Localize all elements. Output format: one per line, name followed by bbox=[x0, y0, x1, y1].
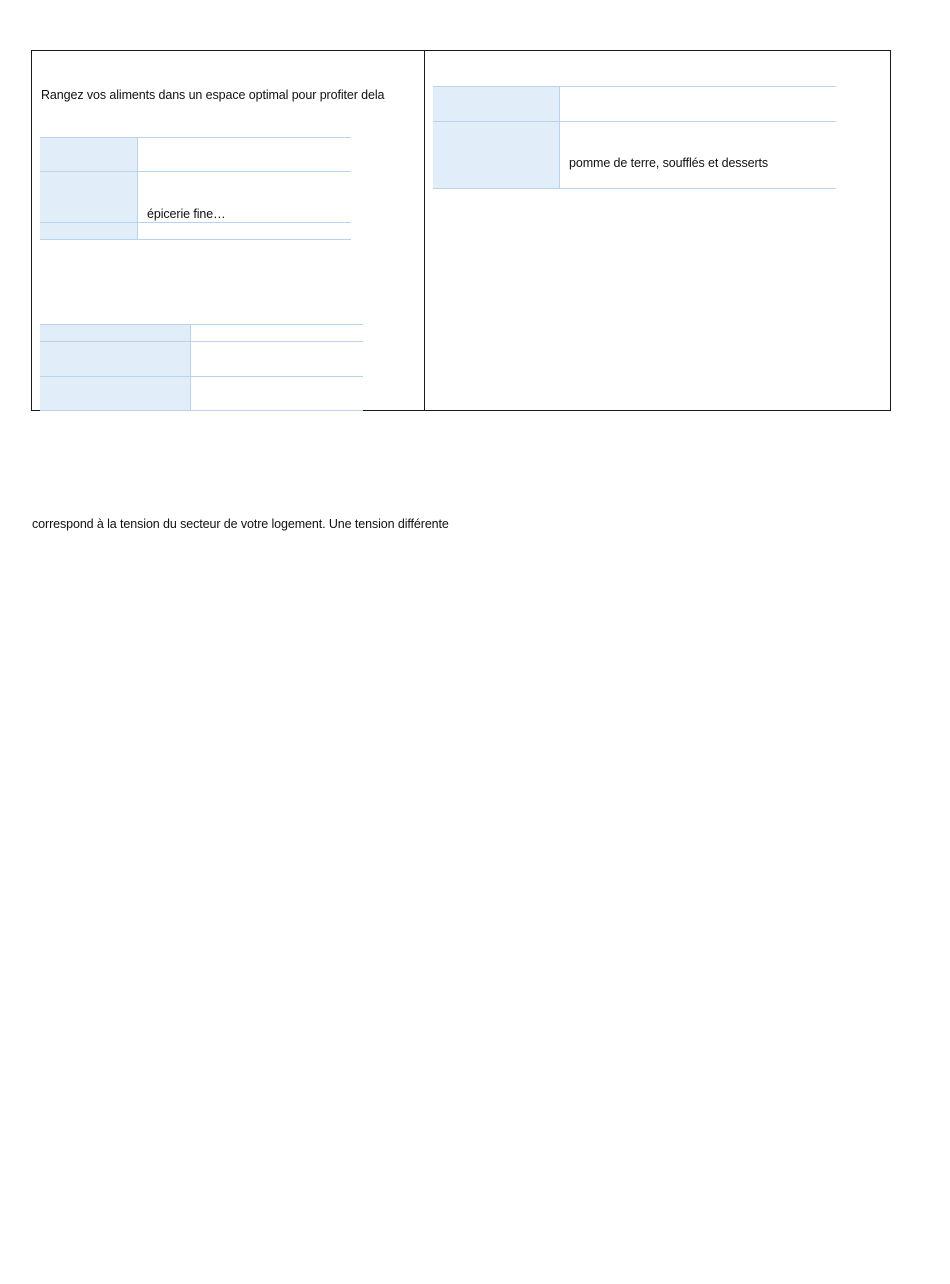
table-row bbox=[433, 86, 836, 121]
table-row bbox=[40, 324, 363, 341]
left-panel-intro-text: Rangez vos aliments dans un espace optimal pour profiter dela bbox=[41, 88, 385, 102]
left-table-2 bbox=[40, 324, 363, 411]
table-row bbox=[40, 222, 351, 240]
table-body-text: pomme de terre, soufflés et desserts bbox=[569, 156, 769, 170]
table-body-cell bbox=[560, 122, 836, 188]
table-body-cell bbox=[138, 138, 351, 171]
panel-divider bbox=[424, 50, 425, 411]
table-row bbox=[433, 121, 836, 189]
table-header-cell bbox=[40, 138, 138, 171]
table-header-cell bbox=[40, 223, 138, 239]
table-body-cell bbox=[191, 342, 363, 376]
table-header-cell bbox=[40, 342, 191, 376]
footer-paragraph-text: correspond à la tension du secteur de votre logement. Une tension différente bbox=[32, 517, 449, 531]
table-body-cell bbox=[138, 172, 351, 222]
table-row bbox=[40, 341, 363, 376]
table-body-cell bbox=[191, 377, 363, 410]
table-body-cell bbox=[560, 87, 836, 121]
table-header-cell bbox=[40, 325, 191, 341]
table-row bbox=[40, 137, 351, 171]
table-body-cell bbox=[138, 223, 351, 239]
table-header-cell bbox=[40, 172, 138, 222]
table-body-text: épicerie fine… bbox=[147, 207, 226, 221]
table-header-cell bbox=[433, 87, 560, 121]
table-row bbox=[40, 376, 363, 411]
left-table-1 bbox=[40, 137, 351, 240]
right-table bbox=[433, 86, 836, 189]
table-body-cell bbox=[191, 325, 363, 341]
table-header-cell bbox=[40, 377, 191, 410]
table-header-cell bbox=[433, 122, 560, 188]
table-row bbox=[40, 171, 351, 222]
